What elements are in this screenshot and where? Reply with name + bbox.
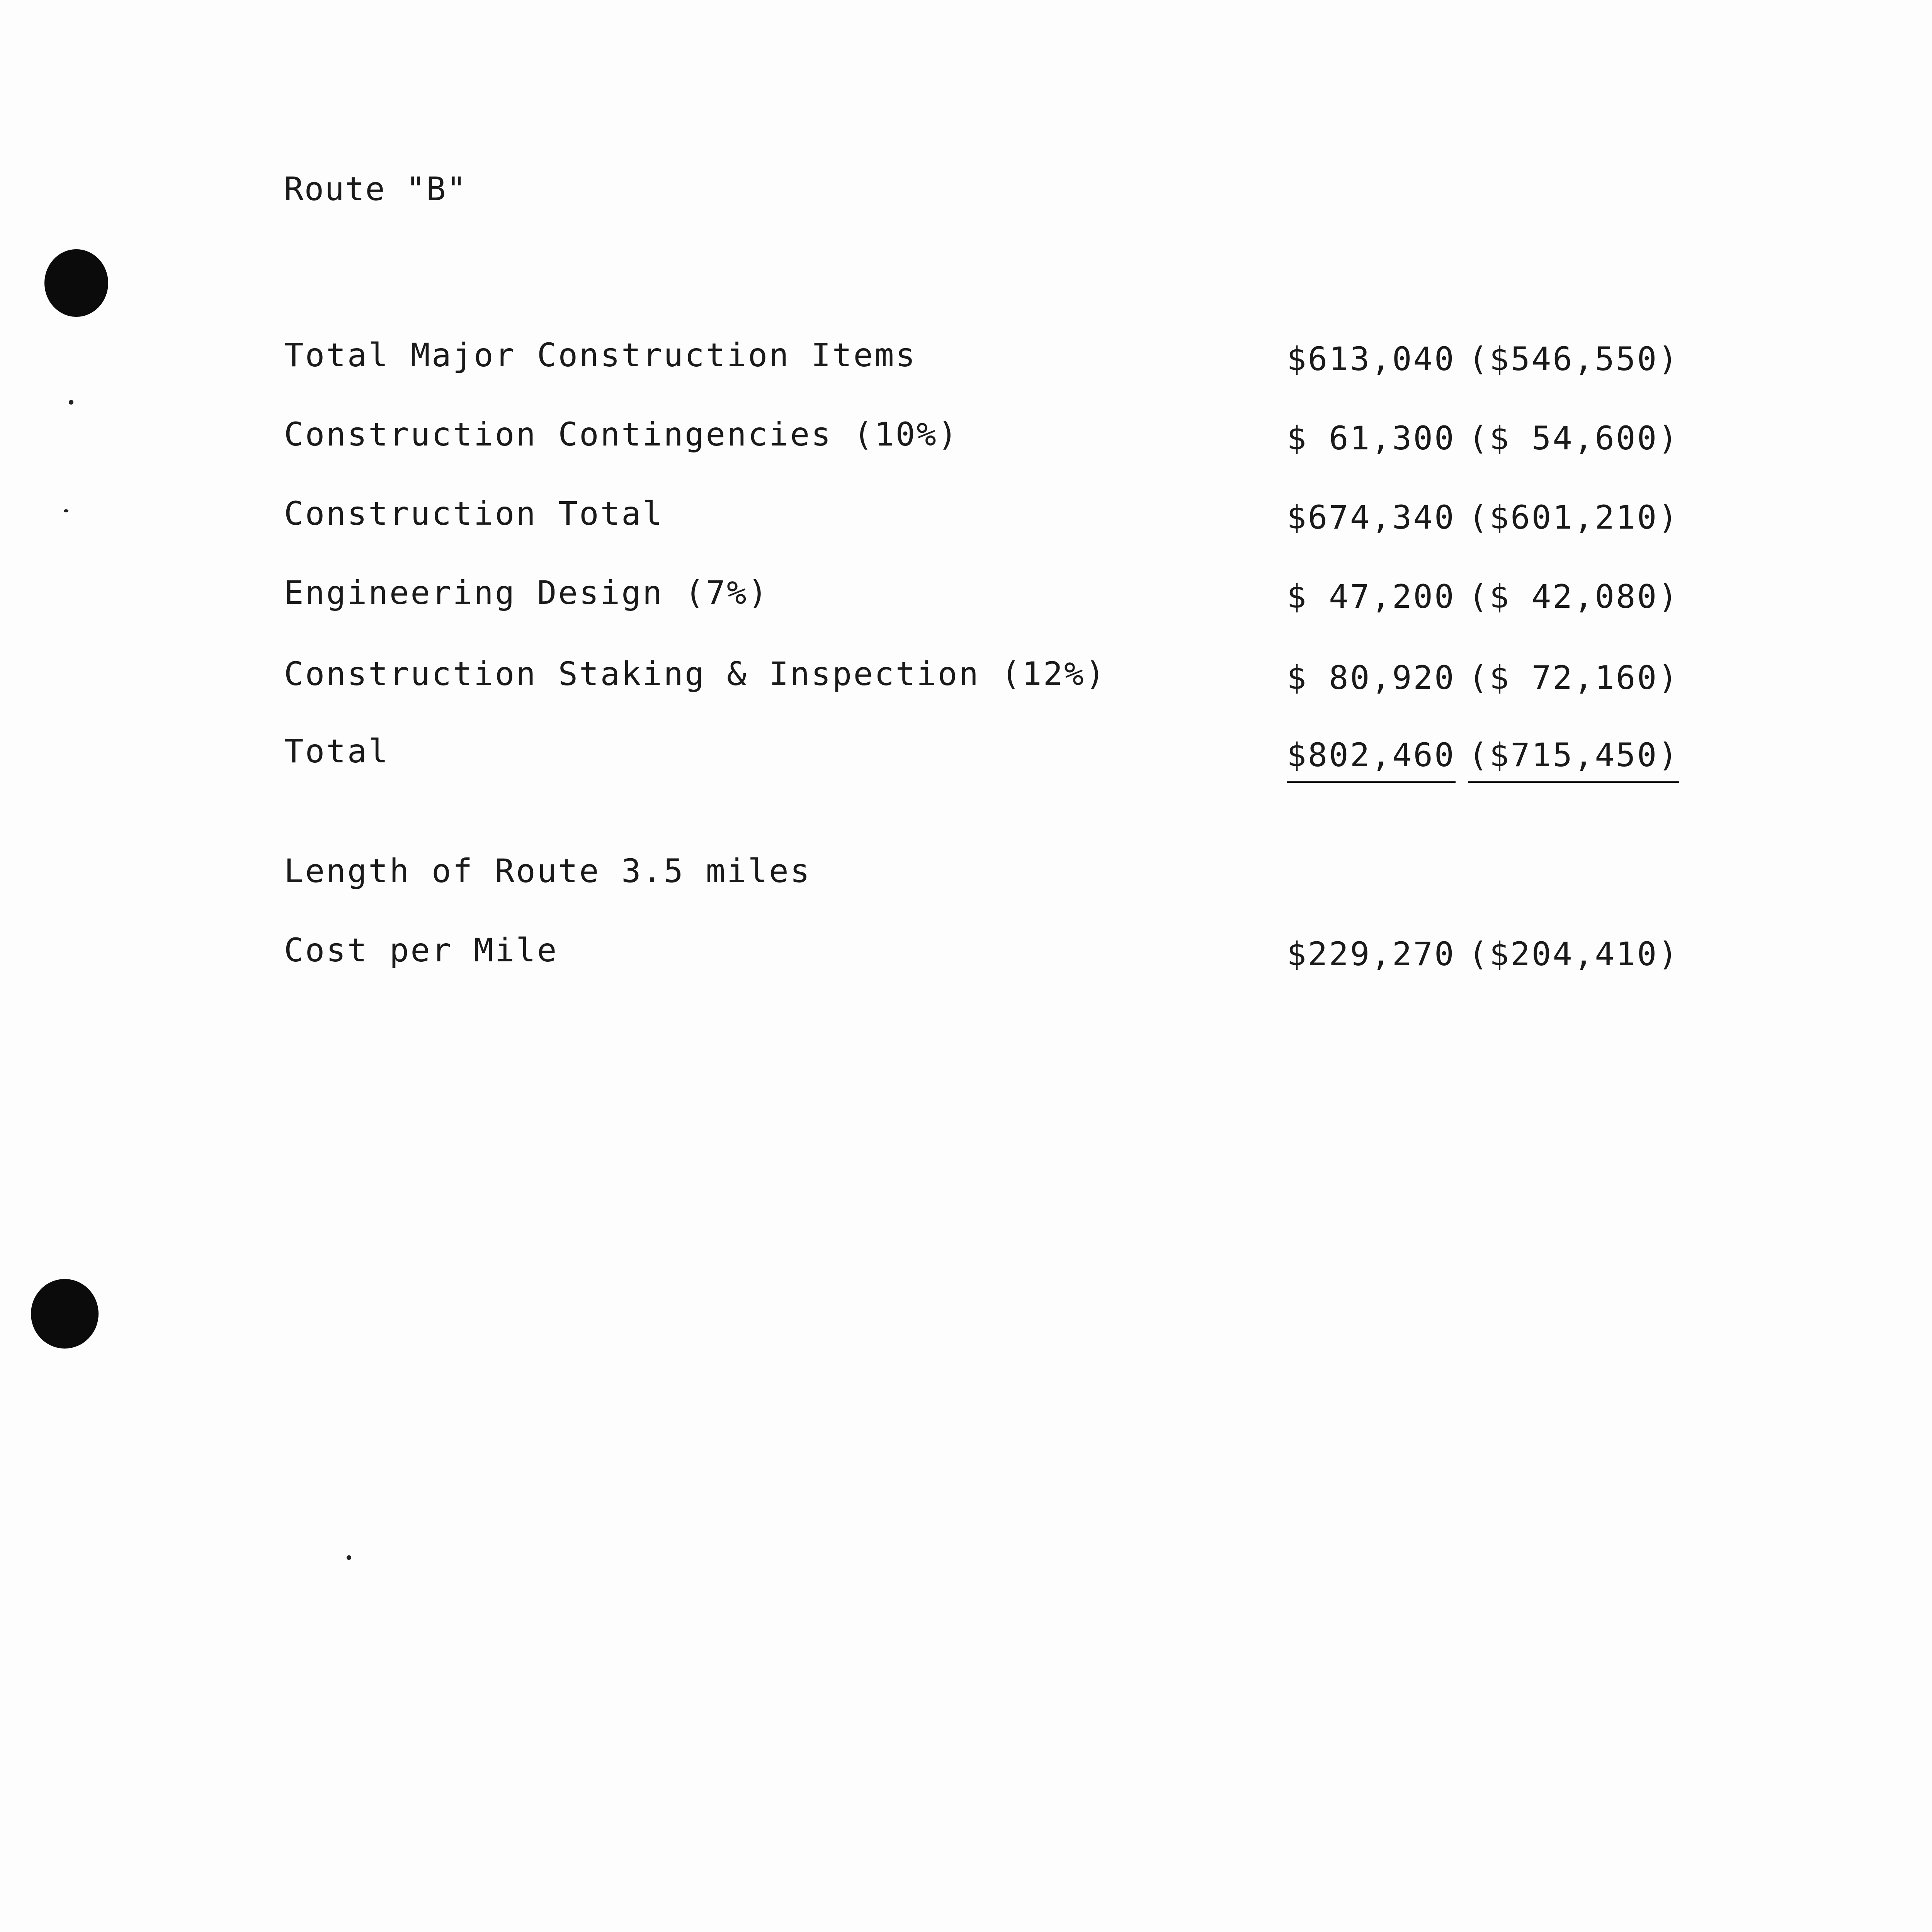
row-label: Engineering Design (7%) [284,574,769,612]
row-amount: $ 61,300 [1287,419,1456,457]
row-alt-amount: ($ 42,080) [1468,578,1679,616]
row-label: Total [284,732,389,770]
row-amount: $674,340 [1287,498,1456,536]
scan-speck [69,400,73,405]
row-amount: $802,460 [1287,736,1456,783]
route-heading: Route "B" [284,170,467,208]
route-length-row [0,852,1932,898]
punch-hole-middle [31,1279,99,1349]
scan-speck [347,1555,351,1560]
row-label: Cost per Mile [284,931,558,969]
row-alt-amount: ($204,410) [1468,935,1679,973]
row-label: Construction Total [284,495,664,532]
row-label: Construction Contingencies (10%) [284,415,959,453]
row-amount: $613,040 [1287,340,1456,378]
row-alt-amount: ($546,550) [1468,340,1679,378]
row-label: Construction Staking & Inspection (12%) [284,655,1107,693]
row-amount: $ 80,920 [1287,659,1456,697]
cost-row-engineering-design [0,574,1932,620]
cost-row-staking-inspection [0,655,1932,701]
cost-row-total [0,732,1932,779]
row-amount: $ 47,200 [1287,578,1456,616]
row-alt-amount: ($ 54,600) [1468,419,1679,457]
row-alt-amount: ($ 72,160) [1468,659,1679,697]
cost-row-construction-total [0,495,1932,541]
cost-row-contingencies [0,415,1932,462]
cost-row-major-items [0,336,1932,383]
punch-hole-top [44,249,108,317]
row-alt-amount: ($715,450) [1468,736,1679,783]
row-label: Total Major Construction Items [284,336,917,374]
cost-per-mile-row [0,931,1932,978]
route-length-label: Length of Route 3.5 miles [284,852,811,890]
row-amount: $229,270 [1287,935,1456,973]
row-alt-amount: ($601,210) [1468,498,1679,536]
